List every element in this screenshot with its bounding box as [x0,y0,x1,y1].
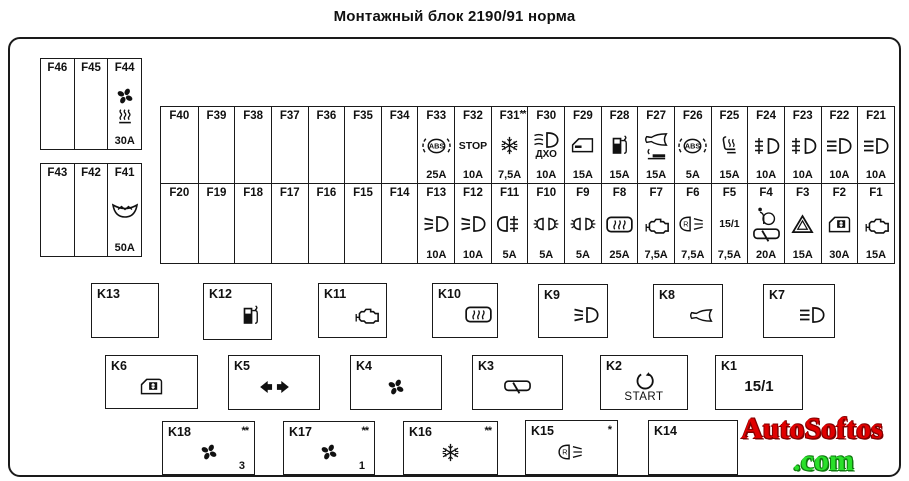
fuse-label: F38 [243,110,264,122]
watermark-autosoftos: AutoSoftos [741,412,883,445]
fuse-amp: 7,5A [717,249,742,261]
relay-box [91,283,159,338]
relay-label: K10 [438,287,461,301]
fuse-row [161,183,894,263]
relay-symbols [284,422,374,474]
fuse-amp: 15A [865,249,887,261]
fuse-symbols [605,199,634,249]
fuse-cell [161,183,198,263]
fuse-cell [821,107,858,183]
relay-box [228,355,320,410]
fuse-cell [747,107,784,183]
fuse-symbols [459,122,487,169]
fuse-symbols [862,199,890,249]
door-open-icon [570,137,595,154]
fuse-label: F30 [536,110,557,122]
fuse-amp: 10A [462,169,484,181]
fuse-cell [711,107,748,183]
fuse-label: F44 [114,62,135,74]
engine-icon [642,215,670,234]
fuse-amp: 10A [462,249,484,261]
relay-label: K15 [531,424,554,438]
relay-box [600,355,688,410]
fuse-symbols [568,199,598,249]
fuse-label: F39 [206,110,227,122]
fuse-symbols [496,199,524,249]
fuse-label: F33 [426,110,447,122]
fuse-amp: 7,5A [644,249,668,261]
engine-icon [862,215,890,234]
fuse-symbols [421,122,452,169]
fuse-symbols [827,199,852,249]
fuse-label: F20 [169,187,190,199]
fuse-label: F2 [832,187,847,199]
relay-symbols [601,356,687,409]
relay-box [653,284,723,338]
fuse-symbols [499,122,520,169]
fuse-amp: 7,5A [681,249,705,261]
fuse-cell [271,183,308,263]
relay-box [318,283,387,338]
fuse-cell [601,107,638,183]
fuse-cell [107,59,141,149]
fuse-cell [857,183,894,263]
relay-symbols [649,421,737,474]
fuse-cell [107,164,141,256]
fuse-amp: 10A [426,249,447,261]
power-window-icon [139,377,164,396]
fuse-amp: 10A [792,169,813,181]
relay-label: K6 [111,359,127,373]
fuse-label: F16 [316,187,337,199]
rear-defrost-icon [605,215,634,234]
fuse-amp: 10A [536,169,557,181]
fuse-cell [74,59,108,149]
fuse-amp: 25A [426,169,447,181]
watermark-com: .com [793,444,854,477]
fuse-cell [198,107,235,183]
relay-symbols [351,356,441,409]
fuse-label: F10 [536,187,557,199]
fuse-cell [784,107,821,183]
abs-icon [421,136,452,156]
svg-text:ABS: ABS [685,141,701,151]
fuse-label: F32 [463,110,483,122]
relay-label: K9 [544,288,560,302]
start-icon [634,371,655,392]
relay-label: K14 [654,424,677,438]
fuse-symbols [678,199,707,249]
fuse-label: F9 [576,187,590,199]
fuse-cell [271,107,308,183]
relay-box [203,283,272,340]
relay-caption: START [624,390,664,403]
fuse-label: F27 [646,110,667,122]
fan-icon [319,442,339,462]
relay-asterisk: ** [484,425,491,437]
fan-icon [115,86,135,106]
fuse-label: F7 [649,187,663,199]
relay-symbols [106,356,197,408]
fuse-amp: 5A [539,249,554,261]
fuse-grid [160,106,895,264]
relay-box [105,355,198,409]
relay-label: K8 [659,288,675,302]
fuse-symbols [789,122,817,169]
relay-symbols [163,422,254,474]
relay-box [472,355,563,410]
fuse-cell [417,107,454,183]
fuse-cell [454,107,491,183]
fuse-cell [674,183,711,263]
relay-box [162,421,255,475]
fuse-symbols [719,122,740,169]
high-beam-icon [798,306,826,324]
relay-box [763,284,835,338]
fuse-symbols [531,199,561,249]
fuse-symbols [643,122,670,169]
high-beam-icon [825,137,853,155]
fuse-label: F28 [609,110,630,122]
fuse-cell [41,59,74,149]
relay-label: K16 [409,425,432,439]
left-fuse-group [40,58,142,150]
fuse-cell [564,183,601,263]
fuse-cell [674,107,711,183]
drl-lamp-icon [532,131,560,149]
fuse-label: F15 [353,187,373,199]
fuse-label: F1 [869,187,883,199]
relay-label: K12 [209,287,232,301]
fuse-label: F22 [829,110,850,122]
relay-asterisk: ** [241,425,248,437]
fuse-cell [198,183,235,263]
wiper-icon [503,379,532,395]
fuse-label: F24 [756,110,776,122]
svg-text:R: R [562,447,568,457]
fuse-cell [308,107,345,183]
relay-label: K5 [234,359,250,373]
fuse-cell [857,107,894,183]
fuse-amp: 30A [829,249,850,261]
fuse-cell [527,107,564,183]
snowflake-icon [440,442,461,463]
fuel-pump-icon [240,305,262,327]
horn-icon [688,308,715,323]
relay-label: K2 [606,359,622,373]
fuse-symbols [110,179,140,242]
heated-seat-icon [719,135,740,156]
fuse-label: F5 [722,187,737,199]
fuse-cell [491,183,528,263]
rear-fog-icon [557,443,586,461]
relay-label: K17 [289,425,312,439]
relay-index: 1 [358,460,365,472]
fuse-label: F29 [572,110,593,122]
fuse-label: F21 [866,110,886,122]
heater-waves-icon [115,107,135,124]
fuse-cell [234,107,271,183]
svg-text:R: R [683,219,689,229]
relay-symbols [654,285,722,337]
relay-box [350,355,442,410]
fuse-label: F11 [499,187,520,199]
relay-text: 15/1 [744,378,774,395]
fuse-amp: 10A [755,169,777,181]
relay-symbols [404,422,497,474]
fuse-symbols [115,74,135,135]
fuse-cell [747,183,784,263]
fuse-amp: 15A [719,169,740,181]
high-beam-icon [862,137,890,155]
abs-icon [677,136,708,156]
fuse-cell [381,107,418,183]
relay-box [283,421,375,475]
fuse-cell [821,183,858,263]
fuse-cell [637,183,674,263]
fuse-symbols [677,122,708,169]
relay-label: K13 [97,287,120,301]
fuse-amp: 15A [646,169,667,181]
fuel-pump-icon [609,135,631,157]
fuse-amp: 7,5A [497,169,522,181]
fuse-cell [417,183,454,263]
fuse-row [161,107,894,183]
position-lamp-icon [752,137,780,155]
fog-light-icon [422,215,450,233]
power-window-icon [827,215,852,234]
relay-symbols [526,421,617,474]
relay-symbols [319,284,386,337]
relay-label: K11 [324,287,347,301]
fuse-cell [784,183,821,263]
relay-asterisk: ** [361,425,368,437]
relay-label: K1 [721,359,737,373]
fuse-label: F3 [796,187,810,199]
fan-icon [199,442,219,462]
fuse-cell [564,107,601,183]
fuse-amp: 10A [829,169,850,181]
relay-label: K4 [356,359,372,373]
fuse-label: F26 [682,110,703,122]
cigarette-lighter-icon [644,148,669,160]
fuse-label: F12 [463,187,483,199]
horn-icon [643,132,670,147]
fuse-symbols [459,199,487,249]
relay-box [525,420,618,475]
fuse-amp: 20A [755,249,777,261]
fuse-symbols [752,122,780,169]
fuse-amp: 10A [865,169,887,181]
fuse-cell [637,107,674,183]
relay-box [715,355,803,410]
fuse-amp: 15A [572,169,593,181]
relay-label: K18 [168,425,191,439]
fog-light-icon [459,215,487,233]
relay-symbols [92,284,158,337]
wiper-icon [752,227,781,243]
fuse-label: F13 [426,187,447,199]
fuse-label: F40 [169,110,190,122]
fuse-label: F42 [81,167,101,179]
side-lights-icon [531,216,561,232]
side-lights-icon [568,216,598,232]
fuse-label: F45 [81,62,101,74]
fuse-cell [381,183,418,263]
fuse-cell [234,183,271,263]
fuse-cell [161,107,198,183]
fuse-symbols [642,199,670,249]
airbag-icon [756,206,776,226]
position-lamp-icon [789,137,817,155]
fuse-amp: 25A [609,249,630,261]
fuse-label: F18 [243,187,264,199]
fuse-cell [74,164,108,256]
fuse-symbols [422,199,450,249]
fuse-cell [601,183,638,263]
fuse-label: F4 [759,187,773,199]
fuse-asterisk: ** [519,109,526,120]
fuse-symbols [719,199,739,249]
fuse-text: STOP [458,139,488,152]
fuse-symbols [570,122,595,169]
fuse-cell [491,107,528,183]
fuse-amp: 5A [685,169,700,181]
fuse-label: F14 [389,187,410,199]
relay-symbols [433,284,497,337]
turn-arrows-icon [258,379,291,395]
fuse-text: 15/1 [719,218,740,230]
fuse-cell [344,107,381,183]
relay-box [403,421,498,475]
fuse-label: F35 [353,110,373,122]
fuse-amp: 5A [575,249,590,261]
fuse-label: F17 [279,187,300,199]
fuse-label: F25 [719,110,740,122]
fuse-amp: 30A [114,135,135,147]
relay-symbols [716,356,802,409]
fuse-cell [454,183,491,263]
fuse-symbols [752,199,781,249]
fuse-cell [711,183,748,263]
fuse-symbols [532,122,560,169]
fuse-label: F41 [114,167,135,179]
fog-light-icon [572,306,600,324]
relay-index: 3 [238,460,245,472]
fuse-label: F31 [499,110,520,122]
relay-symbols [204,284,271,339]
left-fuse-group [40,163,142,257]
fuse-label: F36 [316,110,337,122]
relay-symbols [539,285,607,337]
fuse-label: F46 [47,62,68,74]
rear-fog-icon [678,215,707,233]
page-title: Монтажный блок 2190/91 норма [333,8,576,25]
hazard-triangle-icon [791,214,814,234]
fuse-amp: 15A [609,169,630,181]
relay-symbols [229,356,319,409]
svg-text:ABS: ABS [428,141,444,151]
engine-icon [352,305,380,324]
relay-symbols [764,285,834,337]
fuse-note: ДХО [535,149,557,160]
fuse-label: F43 [47,167,68,179]
relay-symbols [473,356,562,409]
fuse-amp: 50A [114,242,135,254]
tail-lamp-icon [496,215,524,233]
fuse-cell [41,164,74,256]
fuse-symbols [825,122,853,169]
relay-box [648,420,738,475]
fuse-label: F34 [389,110,410,122]
fuse-cell [344,183,381,263]
fuse-cell [308,183,345,263]
fan-icon [386,377,406,397]
relay-box [432,283,498,338]
fuse-symbols [862,122,890,169]
fuse-cell [527,183,564,263]
fuse-symbols [609,122,631,169]
fuse-label: F37 [279,110,300,122]
relay-asterisk: * [607,424,611,436]
rear-defrost-icon [464,305,493,324]
fuse-label: F6 [686,187,700,199]
fuse-amp: 15A [792,249,813,261]
fuse-amp: 5A [502,249,517,261]
fuse-label: F19 [206,187,227,199]
heated-windshield-icon [110,201,140,221]
fuse-label: F23 [792,110,813,122]
relay-box [538,284,608,338]
relay-label: K7 [769,288,785,302]
fuse-label: F8 [612,187,627,199]
snowflake-icon [499,135,520,156]
fuse-symbols [791,199,814,249]
relay-label: K3 [478,359,494,373]
